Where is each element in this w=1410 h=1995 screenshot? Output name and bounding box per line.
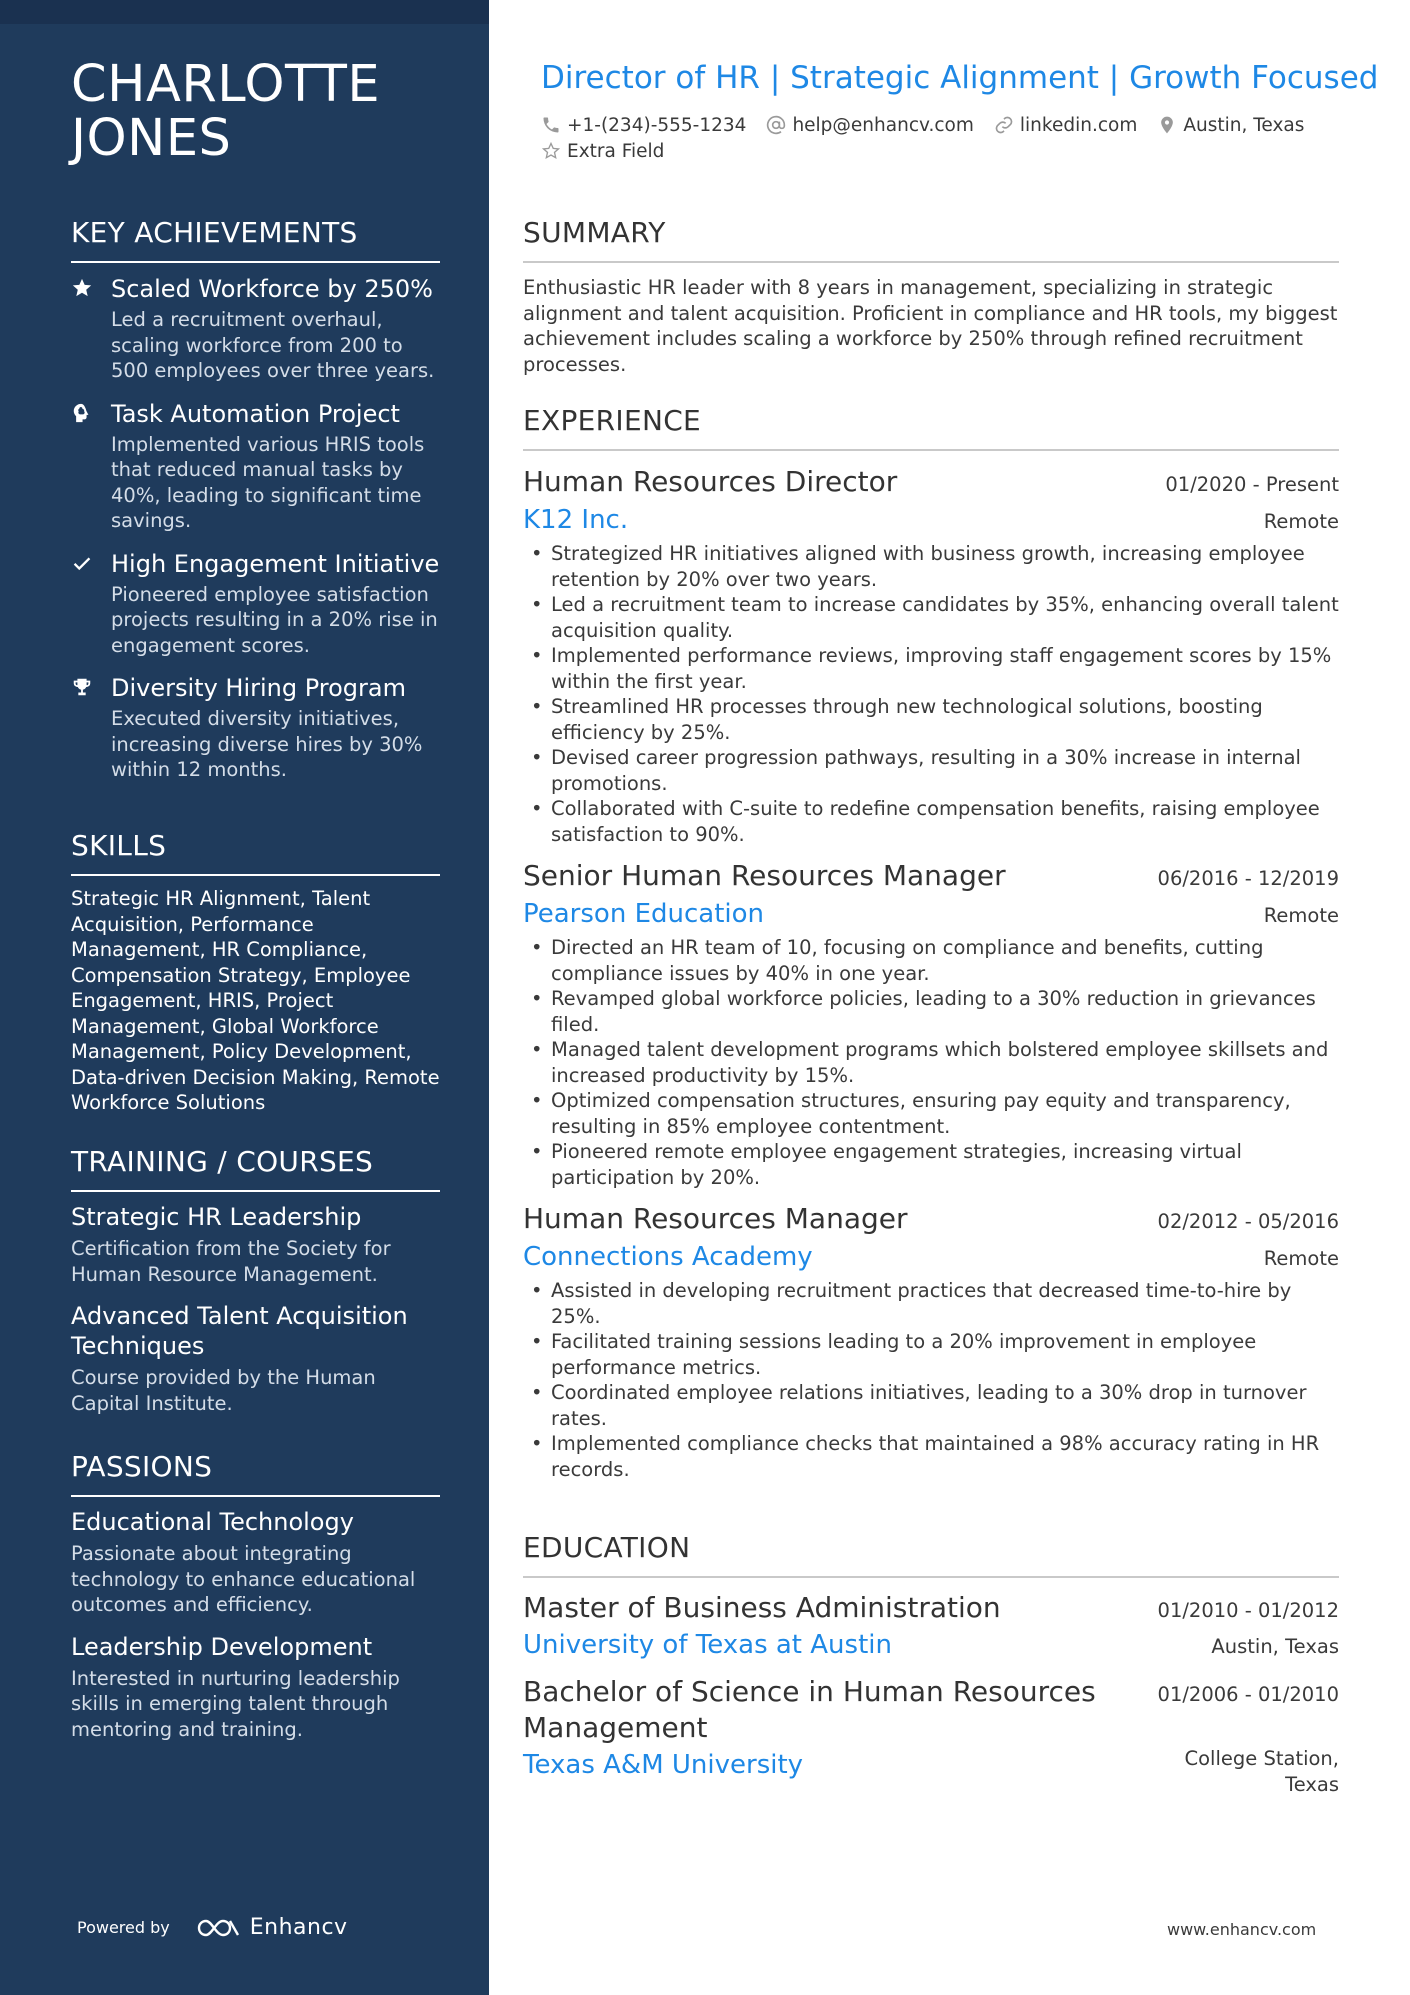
passion-item [71,1507,440,1618]
job-bullet: • Revamped global workforce policies, leading to a 30% reduction in grievances filed. [523,986,1339,1037]
job-bullet: • Strategized HR initiatives aligned with business growth, increasing employee retention by 20% over two years. [523,541,1339,592]
job-title: Senior Human Resources Manager [523,859,1006,892]
achievement-desc: Pioneered employee satisfaction projects resulting in a 20% rise in engagement scores. [111,582,438,657]
star-outline-icon [541,141,561,161]
passion-desc: Passionate about integrating technology to enhance educational outcomes and efficiency. [71,1542,416,1616]
passion-title: Educational Technology [71,1508,354,1536]
job-bullet: • Optimized compensation structures, ensuring pay equity and transparency, resulting in 85% employee contentment. [523,1088,1339,1139]
achievement-title: Task Automation Project [111,399,400,428]
job-bullets [523,1278,1339,1482]
education-entry [523,1590,1339,1664]
job-dates: 02/2012 - 05/2016 [1157,1210,1339,1233]
job-location: Remote [1263,510,1339,533]
job-bullet: • Devised career progression pathways, resulting in a 30% increase in internal promotions. [523,745,1339,796]
achievement-title: Diversity Hiring Program [111,674,406,702]
job-dates: 01/2020 - Present [1165,473,1339,496]
job-bullet: • Implemented compliance checks that maintained a 98% accuracy rating in HR records. [523,1431,1339,1482]
at-icon [766,115,786,135]
candidate-name: CHARLOTTE JONES [71,55,381,168]
achievement-title: High Engagement Initiative [111,549,440,578]
location-text: Austin, Texas [1183,114,1305,136]
sidebar [0,0,489,1995]
achievement-item [71,672,440,783]
course-item [71,1202,440,1287]
job-dates: 06/2016 - 12/2019 [1157,867,1339,890]
passion-title: Leadership Development [71,1632,373,1661]
enhancv-logo[interactable] [196,1915,348,1940]
key-achievements-section [71,215,440,797]
enhancv-wordmark: Enhancv [249,1915,348,1940]
course-desc: Certification from the Society for Human Resource Management. [71,1237,391,1286]
training-section [71,1144,440,1430]
contact-bar [541,112,1341,164]
school-name: Texas A&M University [523,1750,804,1780]
contact-linkedin[interactable] [994,115,1137,136]
contact-phone[interactable] [541,115,746,136]
achievement-item [71,398,440,534]
job-company: Connections Academy [523,1242,813,1272]
degree-title: Master of Business Administration [523,1591,1001,1624]
star-icon [71,273,111,384]
experience-heading: EXPERIENCE [523,403,1339,451]
trophy-icon [71,672,111,783]
passions-section [71,1449,440,1756]
course-title: Strategic HR Leadership [71,1203,362,1231]
summary-text: Enthusiastic HR leader with 8 years in management, specializing in strategic alignment and talent acquisition. Proficient in compliance and HR tools, my biggest achievement includes scaling a workforce by 250% through refined recruitment processes. [523,276,1338,376]
footer-url[interactable]: www.enhancv.com [1167,1920,1317,1939]
job-bullet: • Implemented performance reviews, improving staff engagement scores by 15% within the first year. [523,643,1339,694]
job-bullet: • Facilitated training sessions leading to a 20% improvement in employee performance metrics. [523,1329,1339,1380]
skills-list: Strategic HR Alignment, Talent Acquisition, Performance Management, HR Compliance, Compensation Strategy, Employee Engagement, HRIS, Project Management, Global Workforce Management, Policy Development, Data-driven Decision Making, Remote Workforce Solutions [71,887,440,1114]
course-title: Advanced Talent Acquisition Techniques [71,1302,408,1360]
skills-heading: SKILLS [71,828,440,876]
achievement-item [71,548,440,659]
job-bullets [523,541,1339,847]
achievement-desc: Implemented various HRIS tools that reduced manual tasks by 40%, leading to significant time savings. [111,432,425,532]
brain-icon [71,398,111,534]
degree-title: Bachelor of Science in Human Resources Management [523,1675,1096,1744]
checkmark-icon [71,548,111,659]
achievement-desc: Executed diversity initiatives, increasing diverse hires by 30% within 12 months. [111,707,423,781]
achievement-desc: Led a recruitment overhaul, scaling workforce from 200 to 500 employees over three years. [111,308,435,382]
experience-section [523,403,1339,1492]
contact-email[interactable] [766,115,973,136]
contact-extra [541,141,664,162]
school-location: Austin, Texas [1211,1635,1339,1658]
skills-section [71,828,440,1116]
job-bullet: • Streamlined HR processes through new technological solutions, boosting efficiency by 25%. [523,694,1339,745]
job-company: Pearson Education [523,899,765,929]
email-text: help@enhancv.com [792,114,974,136]
job-entry [523,463,1339,847]
headline: Director of HR | Strategic Alignment | Growth Focused [541,60,1379,96]
job-title: Human Resources Manager [523,1202,908,1235]
school-location: College Station, Texas [1184,1747,1339,1796]
summary-heading: SUMMARY [523,215,1339,263]
job-bullets [523,935,1339,1190]
job-location: Remote [1263,1247,1339,1270]
job-bullet: • Pioneered remote employee engagement strategies, increasing virtual participation by 20%. [523,1139,1339,1190]
passion-item [71,1632,440,1743]
key-achievements-heading: KEY ACHIEVEMENTS [71,215,440,263]
education-section [523,1530,1339,1807]
summary-section [523,215,1339,377]
school-name: University of Texas at Austin [523,1630,892,1660]
education-heading: EDUCATION [523,1530,1339,1578]
job-company: K12 Inc. [523,505,629,535]
job-title: Human Resources Director [523,465,898,498]
contact-location [1157,115,1304,136]
job-bullet: • Managed talent development programs which bolstered employee skillsets and increased productivity by 15%. [523,1037,1339,1088]
powered-by [77,1915,348,1940]
job-bullet: • Directed an HR team of 10, focusing on compliance and benefits, cutting compliance issues by 40% in one year. [523,935,1339,986]
education-dates: 01/2010 - 01/2012 [1157,1599,1339,1622]
enhancv-logo-icon [196,1916,242,1940]
sidebar-top-band [0,0,489,24]
training-heading: TRAINING / COURSES [71,1144,440,1192]
job-location: Remote [1263,904,1339,927]
job-entry [523,857,1339,1190]
course-item [71,1301,440,1416]
achievement-item [71,273,440,384]
phone-text: +1-(234)-555-1234 [567,114,747,136]
passions-heading: PASSIONS [71,1449,440,1497]
course-desc: Course provided by the Human Capital Institute. [71,1366,376,1415]
link-icon [994,115,1014,135]
job-entry [523,1200,1339,1482]
extra-field-text: Extra Field [567,140,665,162]
job-bullet: • Collaborated with C-suite to redefine compensation benefits, raising employee satisfaction to 90%. [523,796,1339,847]
passion-desc: Interested in nurturing leadership skills in emerging talent through mentoring and training. [71,1666,400,1741]
job-bullet: • Led a recruitment team to increase candidates by 35%, enhancing overall talent acquisition quality. [523,592,1339,643]
phone-icon [541,115,561,135]
job-bullet: • Coordinated employee relations initiatives, leading to a 30% drop in turnover rates. [523,1380,1339,1431]
powered-by-label: Powered by [77,1918,170,1937]
education-entry [523,1674,1339,1797]
achievement-title: Scaled Workforce by 250% [111,275,433,303]
location-pin-icon [1157,115,1177,135]
linkedin-text: linkedin.com [1019,114,1138,136]
education-dates: 01/2006 - 01/2010 [1157,1683,1339,1706]
job-bullet: • Assisted in developing recruitment practices that decreased time-to-hire by 25%. [523,1278,1339,1329]
